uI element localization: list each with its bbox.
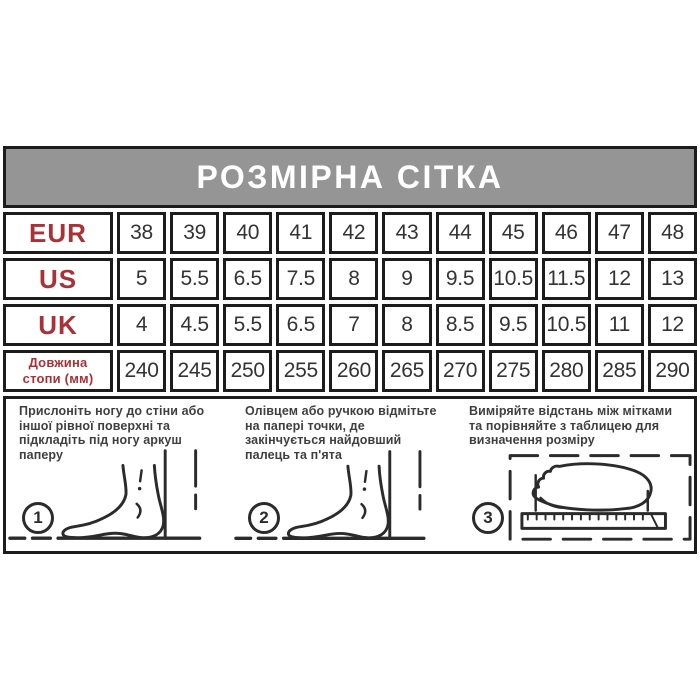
size-cell-foot-length-3: 255 <box>276 350 325 392</box>
size-cell-uk-2: 5.5 <box>223 304 272 346</box>
size-cell-us-8: 11.5 <box>542 258 591 300</box>
size-cell-uk-1: 4.5 <box>170 304 219 346</box>
step-3-number: 3 <box>483 508 493 527</box>
row-label-us: US <box>3 258 113 300</box>
size-cell-foot-length-4: 260 <box>329 350 378 392</box>
size-cell-foot-length-7: 275 <box>489 350 538 392</box>
size-cell-us-4: 8 <box>329 258 378 300</box>
size-cell-uk-3: 6.5 <box>276 304 325 346</box>
size-cell-eur-9: 47 <box>595 212 644 254</box>
size-cell-eur-8: 46 <box>542 212 591 254</box>
instruction-step-2 <box>232 399 456 551</box>
measuring-instructions <box>3 396 697 554</box>
size-cell-eur-1: 39 <box>170 212 219 254</box>
size-table <box>3 212 697 392</box>
size-cell-us-10: 13 <box>648 258 697 300</box>
size-cell-us-2: 6.5 <box>223 258 272 300</box>
size-cell-uk-10: 12 <box>648 304 697 346</box>
size-cell-foot-length-2: 250 <box>223 350 272 392</box>
size-cell-eur-3: 41 <box>276 212 325 254</box>
size-cell-eur-10: 48 <box>648 212 697 254</box>
size-cell-us-3: 7.5 <box>276 258 325 300</box>
foot-marking-on-paper-icon <box>234 449 455 549</box>
size-cell-uk-8: 10.5 <box>542 304 591 346</box>
step-2-illustration <box>234 449 455 549</box>
size-cell-us-5: 9 <box>382 258 431 300</box>
size-cell-us-9: 12 <box>595 258 644 300</box>
row-label-foot-length: Довжина стопи (мм) <box>3 350 113 392</box>
size-cell-uk-9: 11 <box>595 304 644 346</box>
size-cell-us-7: 10.5 <box>489 258 538 300</box>
size-cell-us-1: 5.5 <box>170 258 219 300</box>
step-1-illustration <box>8 449 231 549</box>
size-cell-eur-5: 43 <box>382 212 431 254</box>
row-label-eur: EUR <box>3 212 113 254</box>
size-cell-uk-7: 9.5 <box>489 304 538 346</box>
foot-against-wall-icon <box>8 449 231 549</box>
size-cell-eur-6: 44 <box>436 212 485 254</box>
title-bar <box>3 146 697 208</box>
step-3-illustration <box>458 449 693 549</box>
step-1-text: Прислоніть ногу до стіни або іншої рівної поверхні та підкладіть під ногу аркуш паперу <box>19 404 205 462</box>
size-cell-us-0: 5 <box>117 258 166 300</box>
size-cell-eur-7: 45 <box>489 212 538 254</box>
size-cell-uk-0: 4 <box>117 304 166 346</box>
instruction-step-1 <box>6 399 232 551</box>
size-cell-foot-length-9: 285 <box>595 350 644 392</box>
instruction-step-3 <box>456 399 694 551</box>
step-3-text: Виміряйте відстань між мітками та порівняйте з таблицею для визначення розміру <box>469 404 673 448</box>
size-cell-uk-5: 8 <box>382 304 431 346</box>
step-1-number: 1 <box>33 508 43 527</box>
size-cell-foot-length-0: 240 <box>117 350 166 392</box>
size-cell-foot-length-8: 280 <box>542 350 591 392</box>
page-title: РОЗМІРНА СІТКА <box>196 158 504 195</box>
size-cell-foot-length-6: 270 <box>436 350 485 392</box>
size-cell-uk-6: 8.5 <box>436 304 485 346</box>
size-cell-foot-length-5: 265 <box>382 350 431 392</box>
step-2-text: Олівцем або ручкою відмітьте на папері точки, де закінчується найдовший палець та п'ята <box>245 404 437 462</box>
size-cell-us-6: 9.5 <box>436 258 485 300</box>
row-label-uk: UK <box>3 304 113 346</box>
content-block <box>3 146 697 554</box>
size-cell-uk-4: 7 <box>329 304 378 346</box>
size-cell-foot-length-10: 290 <box>648 350 697 392</box>
size-cell-eur-2: 40 <box>223 212 272 254</box>
size-cell-eur-4: 42 <box>329 212 378 254</box>
step-2-number: 2 <box>259 508 269 527</box>
step-1-number-badge <box>22 502 54 534</box>
size-cell-foot-length-1: 245 <box>170 350 219 392</box>
size-cell-eur-0: 38 <box>117 212 166 254</box>
step-3-number-badge <box>472 502 504 534</box>
step-2-number-badge <box>248 502 280 534</box>
foot-on-ruler-icon <box>458 449 693 549</box>
